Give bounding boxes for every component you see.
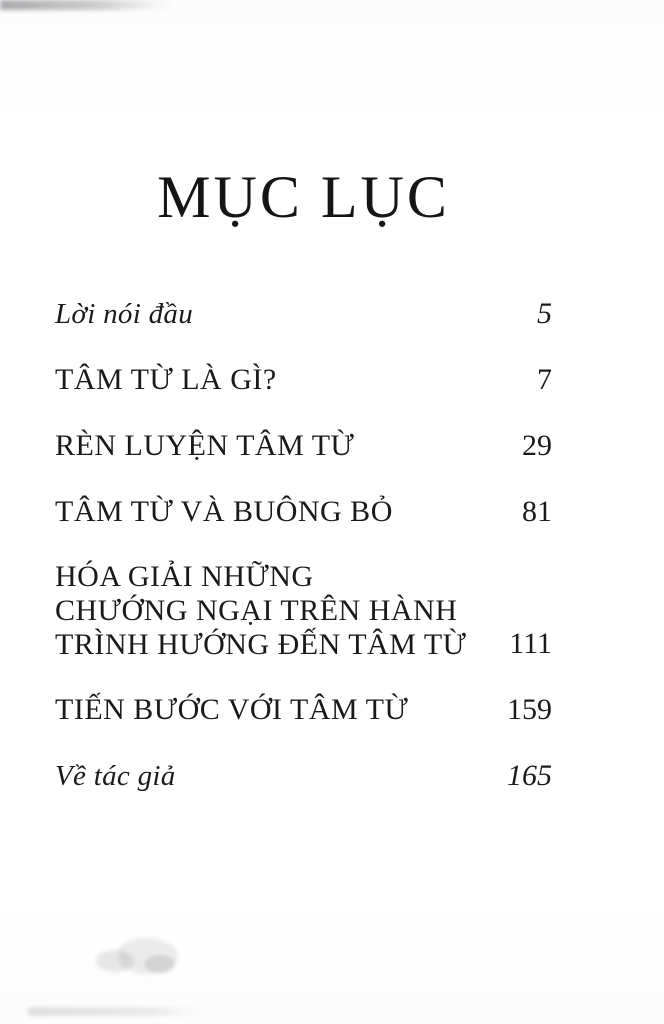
scan-artifact-smudge	[145, 955, 175, 973]
toc-entry	[55, 560, 552, 662]
toc-entry-label: Về tác giả	[55, 760, 176, 792]
toc-entry-page: 81	[522, 495, 552, 528]
toc-entry-page: 7	[537, 363, 552, 396]
toc-entry-label: HÓA GIẢI NHỮNG CHƯỚNG NGẠI TRÊN HÀNH TRÌNH HƯỚNG ĐẾN TÂM TỪ	[55, 560, 467, 661]
toc-entry-label: TÂM TỪ VÀ BUÔNG BỎ	[55, 495, 393, 528]
scan-artifact-smudge	[96, 950, 134, 972]
scan-artifact-top-edge	[0, 0, 175, 10]
toc-entry-label: TÂM TỪ LÀ GÌ?	[55, 363, 277, 396]
toc-entry-page: 5	[537, 297, 552, 330]
scan-artifact-bottom-streak	[28, 1007, 203, 1016]
toc-entry-page: 165	[507, 759, 552, 792]
toc-entry-page: 29	[522, 429, 552, 462]
scan-artifact-smudge	[118, 938, 178, 974]
toc-entry	[55, 428, 552, 464]
toc-entry	[55, 296, 552, 332]
toc-list	[55, 296, 552, 824]
toc-entry-label: TIẾN BƯỚC VỚI TÂM TỪ	[55, 693, 409, 726]
toc-entry	[55, 494, 552, 530]
toc-entry	[55, 692, 552, 728]
toc-entry-page: 111	[509, 627, 552, 660]
toc-entry	[55, 362, 552, 398]
toc-entry	[55, 758, 552, 794]
toc-entry-label: Lời nói đầu	[55, 298, 194, 330]
page-title: MỤC LỤC	[157, 164, 450, 231]
toc-entry-label: RÈN LUYỆN TÂM TỪ	[55, 429, 355, 462]
toc-entry-page: 159	[507, 693, 552, 726]
